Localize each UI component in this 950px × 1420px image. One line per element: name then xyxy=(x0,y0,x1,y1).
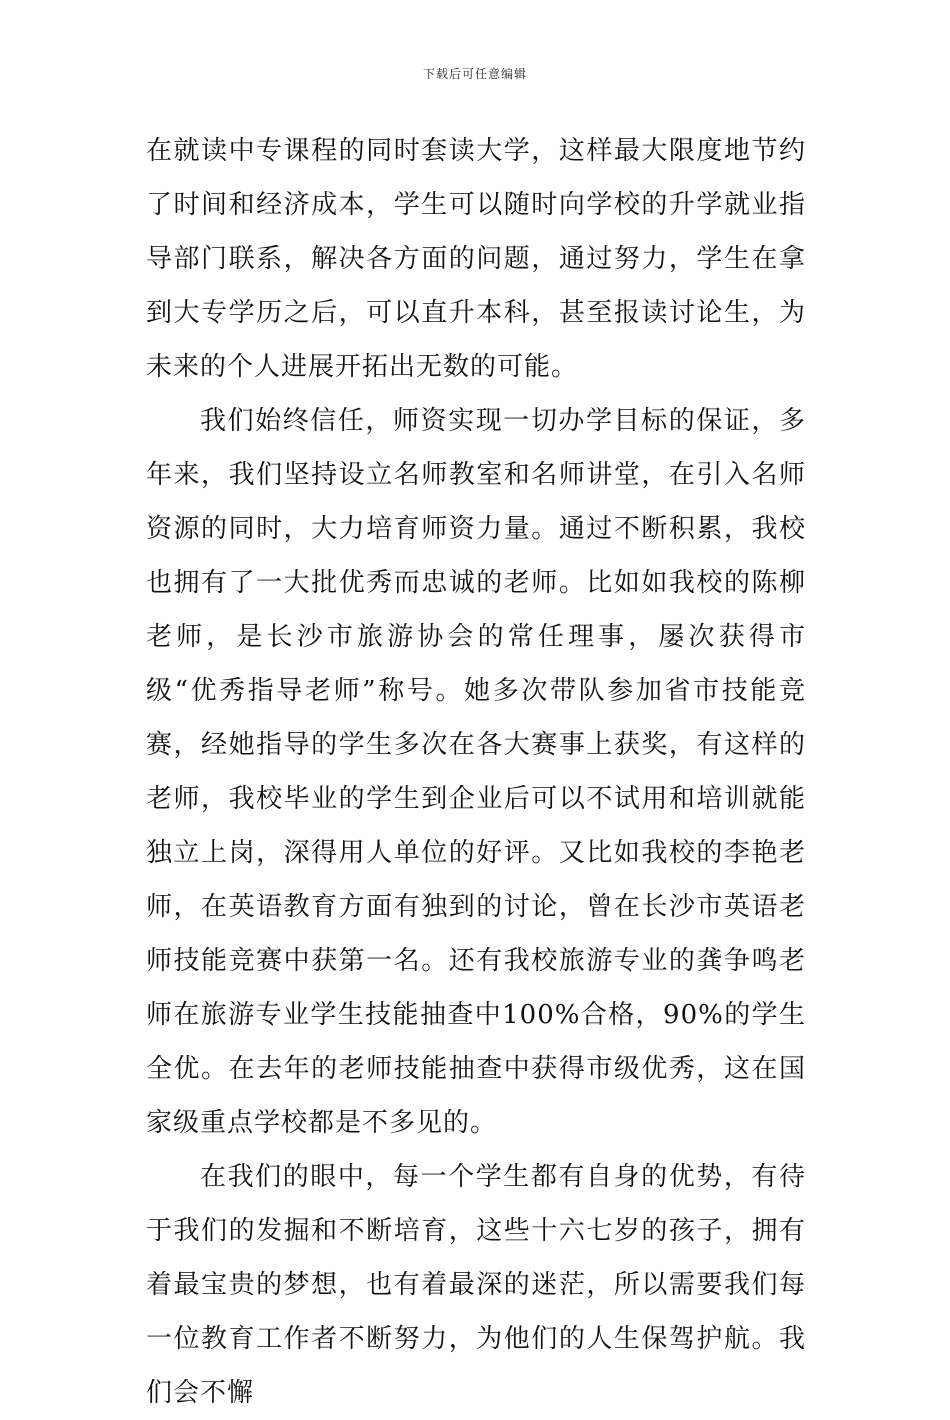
page-header-note: 下载后可任意编辑 xyxy=(422,67,527,81)
paragraph-3: 在我们的眼中，每一个学生都有自身的优势，有待于我们的发掘和不断培育，这些十六七岁的孩子，拥有着最宝贵的梦想，也有着最深的迷茫，所以需要我们每一位教育工作者不断努力，为他们的人生保驾护航。我们会不懈 xyxy=(146,1162,806,1408)
document-body xyxy=(146,124,806,1420)
paragraph-2: 我们始终信任，师资实现一切办学目标的保证，多年来，我们坚持设立名师教室和名师讲堂，在引入名师资源的同时，大力培育师资力量。通过不断积累，我校也拥有了一大批优秀而忠诚的老师。比如如我校的陈柳老师，是长沙市旅游协会的常任理事，屡次获得市级“优秀指导老师”称号。她多次带队参加省市技能竞赛，经她指导的学生多次在各大赛事上获奖，有这样的老师，我校毕业的学生到企业后可以不试用和培训就能独立上岗，深得用人单位的好评。又比如我校的李艳老师，在英语教育方面有独到的讨论，曾在长沙市英语老师技能竞赛中获第一名。还有我校旅游专业的龚争鸣老师在旅游专业学生技能抽查中100%合格，90%的学生全优。在去年的老师技能抽查中获得市级优秀，这在国家级重点学校都是不多见的。 xyxy=(146,406,806,1138)
paragraph-1: 在就读中专课程的同时套读大学，这样最大限度地节约了时间和经济成本，学生可以随时向学校的升学就业指导部门联系，解决各方面的问题，通过努力，学生在拿到大专学历之后，可以直升本科，甚至报读讨论生，为未来的个人进展开拓出无数的可能。 xyxy=(146,136,806,382)
